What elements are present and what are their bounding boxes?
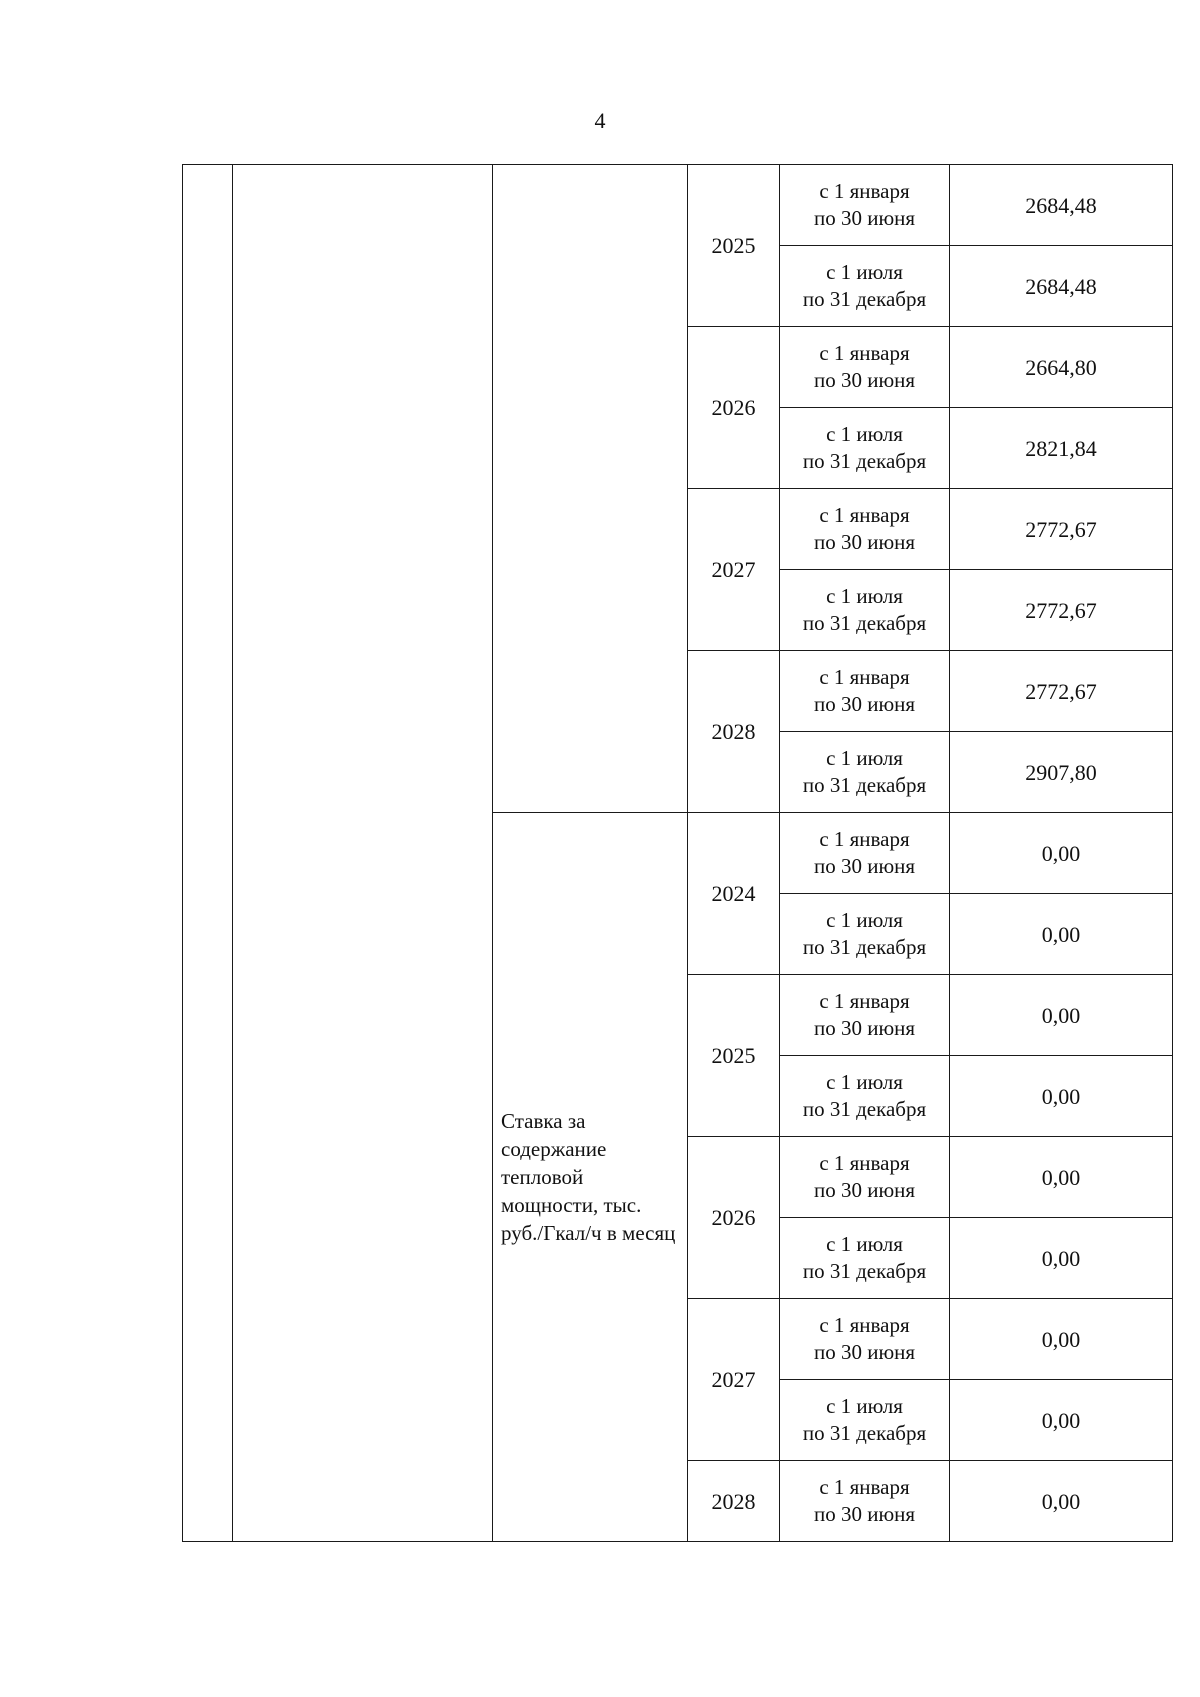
period-cell	[780, 246, 950, 327]
tariff-table-container	[182, 164, 1172, 1542]
period-from: с 1 июля	[826, 1394, 903, 1418]
tariff-value: 2684,48	[950, 246, 1173, 327]
tariff-value: 0,00	[950, 1218, 1173, 1299]
year-cell: 2028	[688, 1461, 780, 1542]
period-cell	[780, 327, 950, 408]
period-to: по 30 июня	[813, 1340, 916, 1364]
period-to: по 31 декабря	[802, 611, 927, 635]
year-cell: 2028	[688, 651, 780, 813]
period-from: с 1 июля	[826, 584, 903, 608]
tariff-value: 0,00	[950, 894, 1173, 975]
period-to: по 30 июня	[813, 854, 916, 878]
tariff-value: 2907,80	[950, 732, 1173, 813]
tariff-value: 0,00	[950, 1056, 1173, 1137]
organization-column-cell	[233, 165, 493, 1542]
tariff-value: 0,00	[950, 1461, 1173, 1542]
year-cell: 2025	[688, 975, 780, 1137]
period-cell	[780, 408, 950, 489]
tariff-value: 2664,80	[950, 327, 1173, 408]
period-to: по 31 декабря	[802, 1259, 927, 1283]
period-cell	[780, 975, 950, 1056]
period-to: по 31 декабря	[802, 935, 927, 959]
period-to: по 30 июня	[813, 692, 916, 716]
period-from: с 1 июля	[826, 746, 903, 770]
period-from: с 1 июля	[826, 908, 903, 932]
period-cell	[780, 732, 950, 813]
period-from: с 1 января	[819, 665, 910, 689]
period-to: по 30 июня	[813, 530, 916, 554]
tariff-value: 2772,67	[950, 570, 1173, 651]
period-to: по 31 декабря	[802, 287, 927, 311]
period-from: с 1 июля	[826, 422, 903, 446]
period-cell	[780, 894, 950, 975]
period-to: по 30 июня	[813, 1178, 916, 1202]
tariff-value: 0,00	[950, 1299, 1173, 1380]
period-to: по 30 июня	[813, 368, 916, 392]
period-to: по 30 июня	[813, 1502, 916, 1526]
year-cell: 2026	[688, 327, 780, 489]
period-cell	[780, 1218, 950, 1299]
period-cell	[780, 570, 950, 651]
tariff-value: 2772,67	[950, 489, 1173, 570]
tariff-table	[182, 164, 1173, 1542]
period-to: по 31 декабря	[802, 773, 927, 797]
parameter-label: Ставка за содержание тепловой мощности, тыс. руб./Гкал/ч в месяц	[493, 813, 688, 1542]
tariff-value: 2772,67	[950, 651, 1173, 732]
period-from: с 1 января	[819, 989, 910, 1013]
period-cell	[780, 1461, 950, 1542]
tariff-value: 2821,84	[950, 408, 1173, 489]
year-cell: 2027	[688, 1299, 780, 1461]
period-from: с 1 января	[819, 503, 910, 527]
year-cell: 2024	[688, 813, 780, 975]
parameter-cell-continued	[493, 165, 688, 813]
period-cell	[780, 1299, 950, 1380]
period-to: по 30 июня	[813, 1016, 916, 1040]
page-number: 4	[594, 108, 606, 133]
tariff-value: 0,00	[950, 1137, 1173, 1218]
period-to: по 31 декабря	[802, 1421, 927, 1445]
year-cell: 2025	[688, 165, 780, 327]
number-column-cell	[183, 165, 233, 1542]
tariff-value: 0,00	[950, 975, 1173, 1056]
tariff-value: 0,00	[950, 813, 1173, 894]
period-cell	[780, 1137, 950, 1218]
period-to: по 30 июня	[813, 206, 916, 230]
period-from: с 1 июля	[826, 1070, 903, 1094]
period-from: с 1 января	[819, 827, 910, 851]
period-from: с 1 января	[819, 1313, 910, 1337]
period-cell	[780, 1056, 950, 1137]
period-from: с 1 января	[819, 1475, 910, 1499]
period-cell	[780, 1380, 950, 1461]
period-to: по 31 декабря	[802, 449, 927, 473]
year-cell: 2027	[688, 489, 780, 651]
period-to: по 31 декабря	[802, 1097, 927, 1121]
period-from: с 1 января	[819, 179, 910, 203]
period-cell	[780, 651, 950, 732]
period-from: с 1 июля	[826, 260, 903, 284]
tariff-value: 2684,48	[950, 165, 1173, 246]
year-cell: 2026	[688, 1137, 780, 1299]
table-row	[183, 165, 1173, 246]
period-from: с 1 января	[819, 1151, 910, 1175]
period-from: с 1 июля	[826, 1232, 903, 1256]
tariff-value: 0,00	[950, 1380, 1173, 1461]
period-cell	[780, 813, 950, 894]
period-from: с 1 января	[819, 341, 910, 365]
period-cell	[780, 165, 950, 246]
period-cell	[780, 489, 950, 570]
